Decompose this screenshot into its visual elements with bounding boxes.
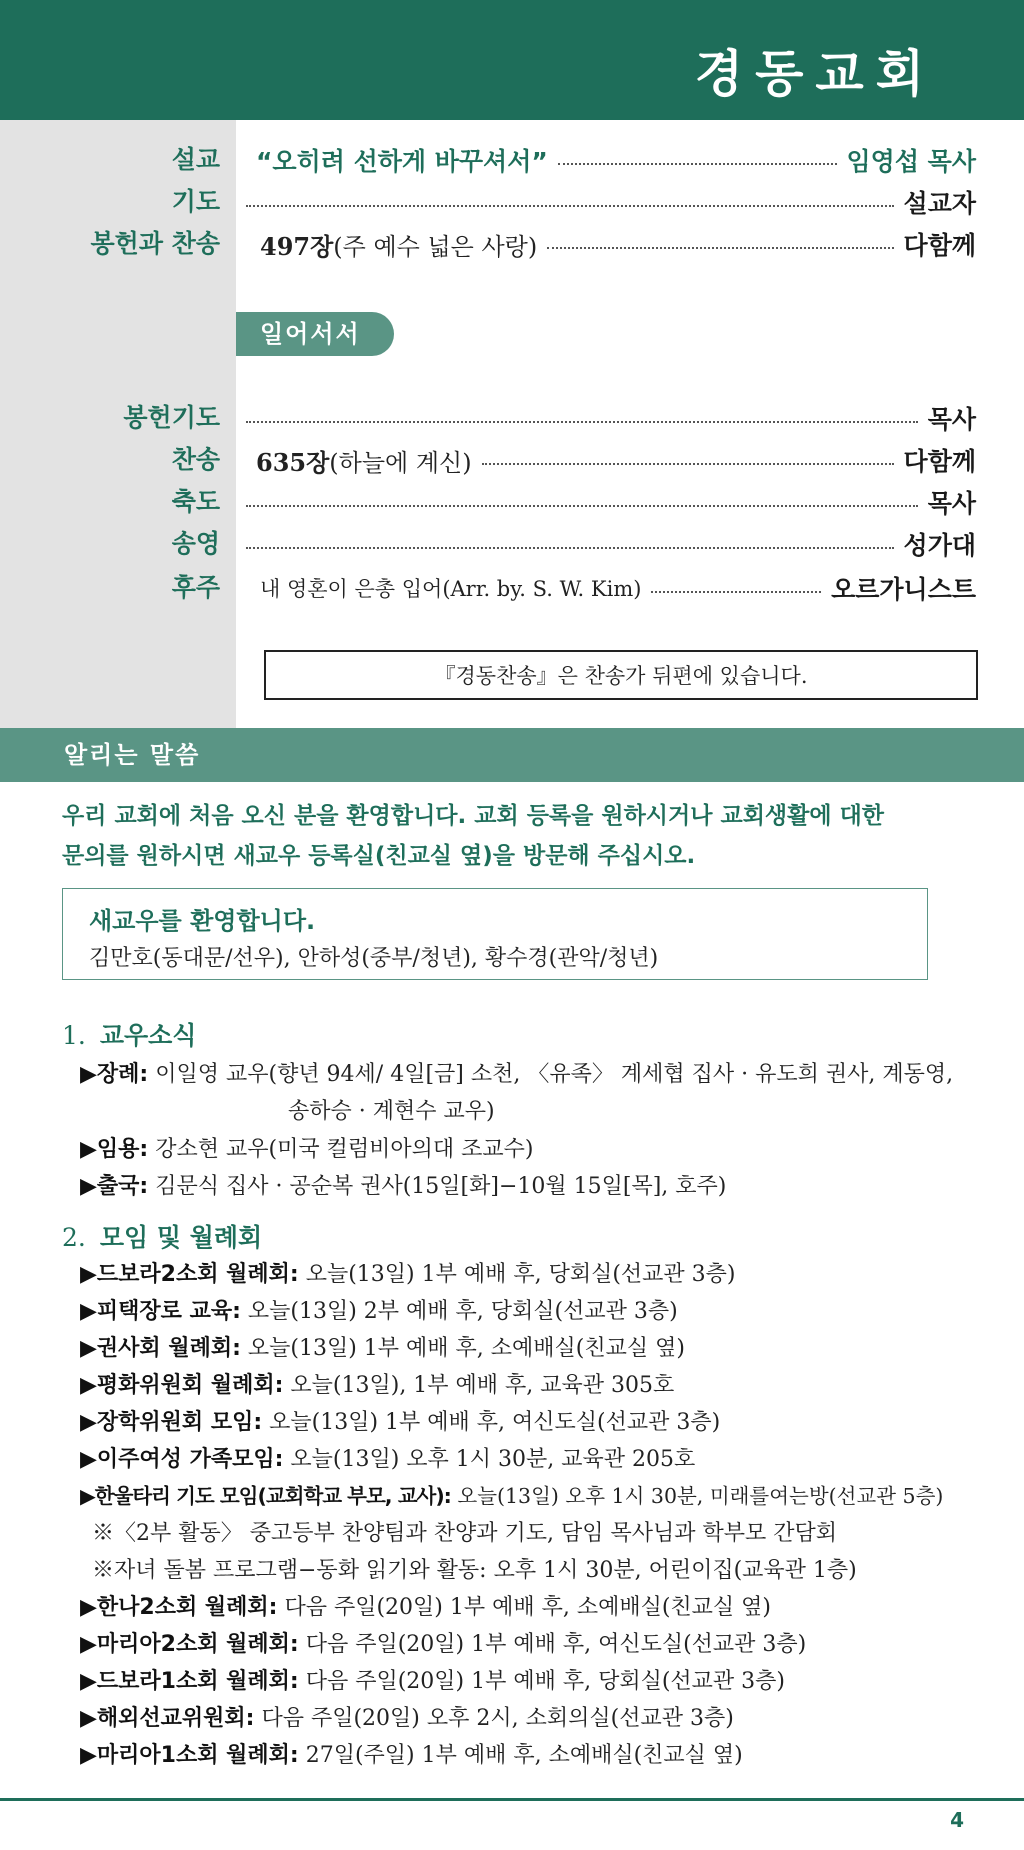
dotted-leader: [482, 463, 894, 465]
meeting-item: [80, 1626, 806, 1663]
welcome-line: 문의를 원하시면 새교우 등록실(친교실 옆)을 방문해 주십시오.: [62, 843, 696, 869]
stand-up-tag: 일어서서: [236, 312, 394, 356]
order-row-offering-hymn: [0, 224, 1024, 264]
meeting-key: ▶드보라2소회 월례회:: [80, 1262, 299, 1287]
hymnal-note: 『경동찬송』은 찬송가 뒤편에 있습니다.: [434, 664, 808, 688]
order-person: 임영섭 목사: [846, 147, 976, 176]
meeting-item: [80, 1441, 695, 1478]
meeting-text: 다음 주일(20일) 1부 예배 후, 여신도실(선교관 3층): [298, 1632, 807, 1657]
order-label: 축도: [171, 487, 220, 516]
section-title-meetings: [62, 1218, 262, 1254]
meeting-item: [80, 1663, 785, 1700]
sermon-title: “오히려 선하게 바꾸셔서”: [256, 147, 548, 176]
announcements-header: [0, 728, 1024, 782]
meeting-key: ▶피택장로 교육:: [80, 1299, 241, 1324]
hymn-title: (하늘에 계신): [329, 448, 472, 477]
postlude-piece: 내 영혼이 은총 입어(Arr. by. S. W. Kim): [260, 577, 642, 601]
meeting-item: [80, 1367, 674, 1404]
dotted-leader: [246, 421, 918, 423]
hymn-title: (주 예수 넓은 사랑): [333, 232, 538, 261]
meeting-key: ▶평화위원회 월례회:: [80, 1373, 284, 1398]
meeting-item: [80, 1330, 685, 1367]
meeting-text: 오늘(13일) 오후 1시 30분, 미래를여는방(선교관 5층): [450, 1484, 944, 1508]
news-item-funeral-cont: 송하승 · 계현수 교우): [288, 1099, 495, 1124]
dotted-leader: [558, 163, 837, 165]
meeting-key: ▶장학위원회 모임:: [80, 1410, 263, 1435]
order-person: 설교자: [903, 189, 976, 218]
hymn-ref: [236, 227, 537, 262]
page-number: 4: [950, 1808, 964, 1832]
order-person: 성가대: [903, 531, 976, 560]
news-key: ▶임용:: [80, 1137, 149, 1162]
news-item-departure: [80, 1168, 726, 1205]
section-title-member-news: [62, 1016, 196, 1052]
church-name-logo: 경동교회: [694, 45, 936, 103]
meeting-text: 오늘(13일) 1부 예배 후, 당회실(선교관 3층): [298, 1262, 736, 1287]
order-person: 목사: [927, 489, 976, 518]
news-text: 김문식 집사 · 공순복 권사(15일[화]−10월 15일[목], 호주): [148, 1174, 727, 1199]
section-number: 2.: [62, 1223, 86, 1252]
order-row-prayer: [0, 182, 1024, 222]
order-row-postlude: [0, 568, 1024, 608]
header-bar: [0, 0, 1024, 120]
meeting-note: ※자녀 돌봄 프로그램−동화 읽기와 활동: 오후 1시 30분, 어린이집(교육관 1층): [92, 1558, 857, 1583]
meeting-text: 오늘(13일) 1부 예배 후, 여신도실(선교관 3층): [262, 1410, 721, 1435]
meeting-item: [80, 1478, 943, 1515]
meeting-item: [80, 1700, 734, 1737]
new-members-box: [62, 888, 928, 980]
meeting-item: [80, 1589, 771, 1626]
news-text: 이일영 교우(향년 94세/ 4일[금] 소천, 〈유족〉 계세협 집사 · 유도희 권사, 계동영,: [148, 1062, 954, 1087]
welcome-line: 우리 교회에 처음 오신 분을 환영합니다. 교회 등록을 원하시거나 교회생활에 대한: [62, 803, 885, 829]
meeting-key: ▶해외선교위원회:: [80, 1706, 255, 1731]
order-label: 송영: [171, 529, 220, 558]
order-label: 봉헌기도: [123, 403, 220, 432]
order-label: 봉헌과 찬송: [90, 229, 220, 258]
new-members-names: 김만호(동대문/선우), 안하성(중부/청년), 황수경(관악/청년): [89, 946, 659, 971]
order-label: 찬송: [171, 445, 220, 474]
new-members-title: 새교우를 환영합니다.: [89, 907, 316, 935]
meeting-text: 오늘(13일) 오후 1시 30분, 교육관 205호: [283, 1447, 696, 1472]
meeting-text: 오늘(13일), 1부 예배 후, 교육관 305호: [283, 1373, 675, 1398]
news-text: 강소현 교우(미국 컬럼비아의대 조교수): [148, 1137, 534, 1162]
welcome-message: [62, 796, 982, 876]
dotted-leader: [651, 591, 821, 593]
footer-divider: [0, 1798, 1024, 1801]
meeting-key: ▶이주여성 가족모임:: [80, 1447, 284, 1472]
meeting-text: 다음 주일(20일) 1부 예배 후, 소예배실(친교실 옆): [277, 1595, 772, 1620]
order-row-sermon: [0, 140, 1024, 180]
meeting-item: [80, 1737, 743, 1774]
order-row-hymn: [0, 440, 1024, 480]
hymn-number: 497장: [260, 231, 334, 261]
news-key: ▶출국:: [80, 1174, 149, 1199]
order-row-benediction: [0, 482, 1024, 522]
meeting-key: ▶마리아2소회 월례회:: [80, 1632, 299, 1657]
order-person: 다함께: [903, 447, 976, 476]
announcements-title: 알리는 말씀: [64, 741, 201, 769]
meeting-key: ▶드보라1소회 월례회:: [80, 1669, 299, 1694]
order-person: 목사: [927, 405, 976, 434]
dotted-leader: [246, 547, 894, 549]
section-number: 1.: [62, 1021, 86, 1050]
order-label: 기도: [171, 187, 220, 216]
order-row-offering-prayer: [0, 398, 1024, 438]
meeting-key: ▶권사회 월례회:: [80, 1336, 241, 1361]
dotted-leader: [246, 205, 894, 207]
meeting-item: [80, 1256, 736, 1293]
meeting-text: 다음 주일(20일) 1부 예배 후, 당회실(선교관 3층): [298, 1669, 786, 1694]
news-item-funeral: [80, 1056, 953, 1093]
meeting-item: [80, 1404, 720, 1441]
order-person: 오르가니스트: [831, 575, 976, 604]
order-row-doxology: [0, 524, 1024, 564]
meeting-text: 오늘(13일) 1부 예배 후, 소예배실(친교실 옆): [240, 1336, 685, 1361]
news-key: ▶장례:: [80, 1062, 149, 1087]
order-person: 다함께: [903, 231, 976, 260]
news-item-appointment: [80, 1131, 533, 1168]
hymn-number: 635장: [256, 447, 330, 477]
meeting-note: ※〈2부 활동〉 중고등부 찬양팀과 찬양과 기도, 담임 목사님과 학부모 간담회: [92, 1521, 837, 1546]
dotted-leader: [547, 247, 893, 249]
hymn-ref: [236, 443, 472, 478]
dotted-leader: [246, 505, 918, 507]
order-label: 후주: [171, 573, 220, 602]
meeting-text: 다음 주일(20일) 오후 2시, 소회의실(선교관 3층): [254, 1706, 734, 1731]
meeting-key: ▶마리아1소회 월례회:: [80, 1743, 299, 1768]
hymnal-note-box: [264, 650, 978, 700]
meeting-item: [80, 1293, 678, 1330]
section-label: 교우소식: [99, 1021, 197, 1050]
meeting-key: ▶한나2소회 월례회:: [80, 1595, 278, 1620]
meeting-text: 27일(주일) 1부 예배 후, 소예배실(친교실 옆): [298, 1743, 743, 1768]
meeting-text: 오늘(13일) 2부 예배 후, 당회실(선교관 3층): [240, 1299, 678, 1324]
order-label: 설교: [171, 145, 220, 174]
section-label: 모임 및 월례회: [99, 1223, 263, 1252]
meeting-key: ▶한울타리 기도 모임(교회학교 부모, 교사):: [80, 1484, 451, 1508]
